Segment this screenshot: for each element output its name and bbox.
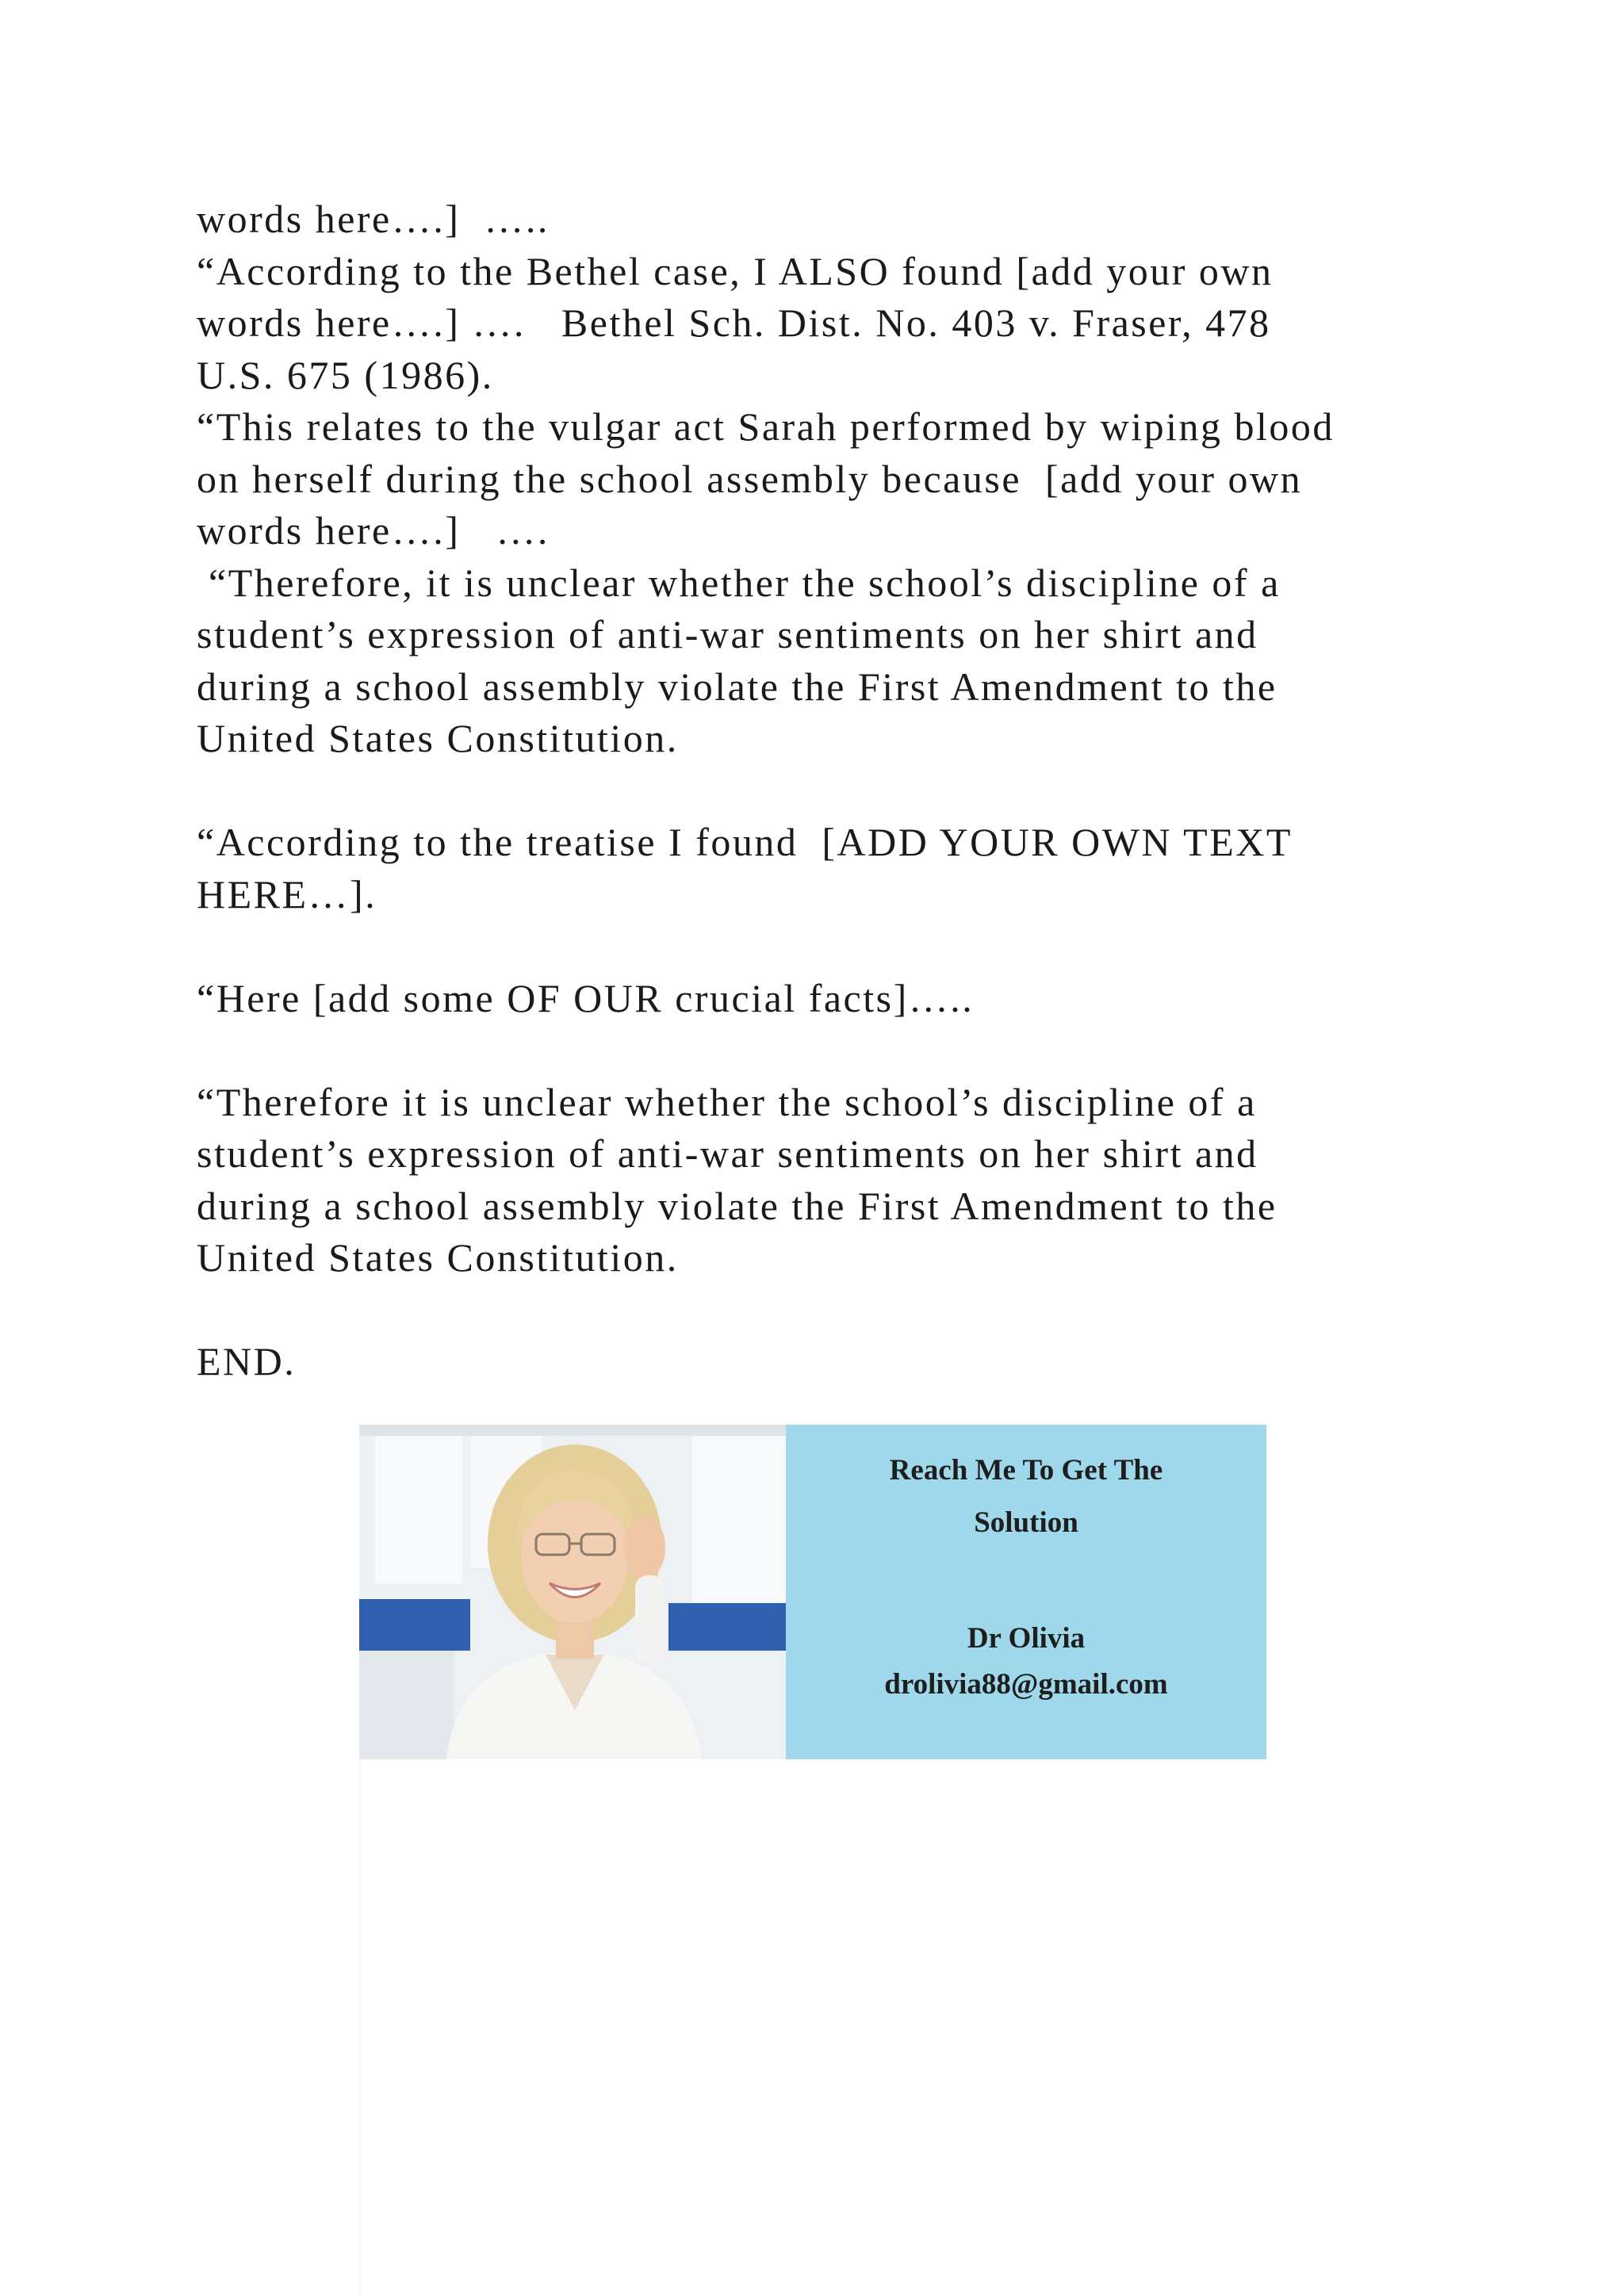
text-line: “Therefore it is unclear whether the school’s discipline of a (197, 1079, 1257, 1124)
ad-contact-email[interactable]: drolivia88@gmail.com (884, 1668, 1168, 1701)
text-line: student’s expression of anti-war sentiments on her shirt and (197, 1131, 1258, 1176)
text-line: United States Constitution. (197, 716, 679, 760)
woman-photo (359, 1425, 786, 1759)
document-body (197, 193, 1497, 1388)
ad-contact-name: Dr Olivia (967, 1622, 1086, 1655)
contact-panel (786, 1425, 1266, 1759)
blank-line (197, 765, 1497, 817)
text-line: “Here [add some OF OUR crucial facts]….. (197, 975, 975, 1020)
blank-line (197, 1024, 1497, 1077)
text-line: words here….] …. Bethel Sch. Dist. No. 403 v. Fraser, 478 (197, 300, 1271, 345)
ad-headline-2: Solution (974, 1506, 1078, 1539)
contact-ad-banner[interactable] (359, 1425, 1266, 1759)
text-line: U.S. 675 (1986). (197, 352, 494, 397)
text-line: during a school assembly violate the First Amendment to the (197, 1183, 1277, 1228)
text-line: words here….] …. (197, 508, 550, 553)
text-line: HERE…]. (197, 871, 377, 916)
ad-headline: Reach Me To Get The (889, 1454, 1163, 1487)
blank-line (197, 920, 1497, 973)
text-line: on herself during the school assembly because [add your own (197, 456, 1303, 501)
woman-photo-illustration (359, 1425, 786, 1759)
text-line: United States Constitution. (197, 1235, 679, 1280)
text-line: “This relates to the vulgar act Sarah performed by wiping blood (197, 404, 1335, 449)
text-line: words here….] ….. (197, 197, 550, 241)
end-marker: END. (197, 1339, 297, 1383)
text-line: “According to the treatise I found [ADD YOUR OWN TEXT (197, 820, 1293, 864)
faint-divider (359, 1759, 360, 2296)
blank-line (197, 1284, 1497, 1337)
text-line: during a school assembly violate the First Amendment to the (197, 664, 1277, 709)
text-line: “Therefore, it is unclear whether the school’s discipline of a (197, 560, 1281, 605)
text-line: student’s expression of anti-war sentiments on her shirt and (197, 612, 1258, 656)
text-line: “According to the Bethel case, I ALSO found [add your own (197, 248, 1274, 293)
